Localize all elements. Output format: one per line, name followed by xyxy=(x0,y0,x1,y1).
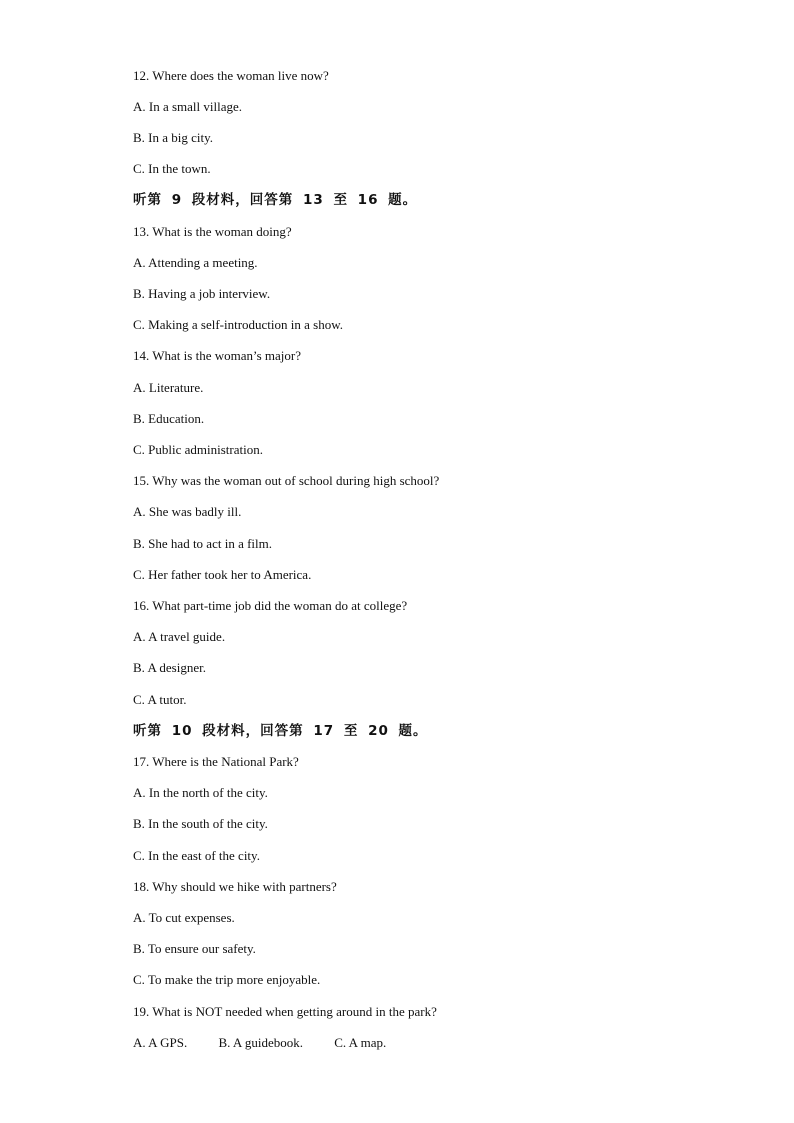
question-12: 12. Where does the woman live now? xyxy=(133,68,329,83)
question-13-option-a: A. Attending a meeting. xyxy=(133,255,258,270)
question-15: 15. Why was the woman out of school during high school? xyxy=(133,473,440,488)
question-14-option-b: B. Education. xyxy=(133,411,205,426)
question-16: 16. What part-time job did the woman do at college? xyxy=(133,598,408,613)
question-14-option-c: C. Public administration. xyxy=(133,442,263,457)
question-15-option-c: C. Her father took her to America. xyxy=(133,567,312,582)
question-17-option-a: A. In the north of the city. xyxy=(133,785,268,800)
question-16-option-a: A. A travel guide. xyxy=(133,629,226,644)
question-18-option-c: C. To make the trip more enjoyable. xyxy=(133,972,321,987)
question-19-option-c: C. A map. xyxy=(334,1035,387,1050)
question-16-option-b: B. A designer. xyxy=(133,660,206,675)
question-14: 14. What is the woman’s major? xyxy=(133,348,302,363)
question-13-option-b: B. Having a job interview. xyxy=(133,286,271,301)
question-19: 19. What is NOT needed when getting around in the park? xyxy=(133,1004,437,1019)
question-12-option-a: A. In a small village. xyxy=(133,99,243,114)
question-12-option-c: C. In the town. xyxy=(133,161,211,176)
question-19-option-a: A. A GPS. xyxy=(133,1035,188,1050)
question-15-option-a: A. She was badly ill. xyxy=(133,504,242,519)
section-heading-9: 听第 9 段材料，回答第 13 至 16 题。 xyxy=(133,192,418,208)
section-heading-10: 听第 10 段材料，回答第 17 至 20 题。 xyxy=(133,723,428,739)
question-18-option-b: B. To ensure our safety. xyxy=(133,941,256,956)
question-18: 18. Why should we hike with partners? xyxy=(133,879,337,894)
question-16-option-c: C. A tutor. xyxy=(133,692,187,707)
question-13: 13. What is the woman doing? xyxy=(133,224,292,239)
question-17-option-c: C. In the east of the city. xyxy=(133,848,260,863)
question-12-option-b: B. In a big city. xyxy=(133,130,214,145)
question-19-options xyxy=(133,1035,386,1051)
question-14-option-a: A. Literature. xyxy=(133,380,204,395)
question-17: 17. Where is the National Park? xyxy=(133,754,299,769)
question-15-option-b: B. She had to act in a film. xyxy=(133,536,273,551)
question-18-option-a: A. To cut expenses. xyxy=(133,910,235,925)
question-17-option-b: B. In the south of the city. xyxy=(133,816,268,831)
question-13-option-c: C. Making a self-introduction in a show. xyxy=(133,317,344,332)
question-19-option-b: B. A guidebook. xyxy=(218,1035,303,1050)
